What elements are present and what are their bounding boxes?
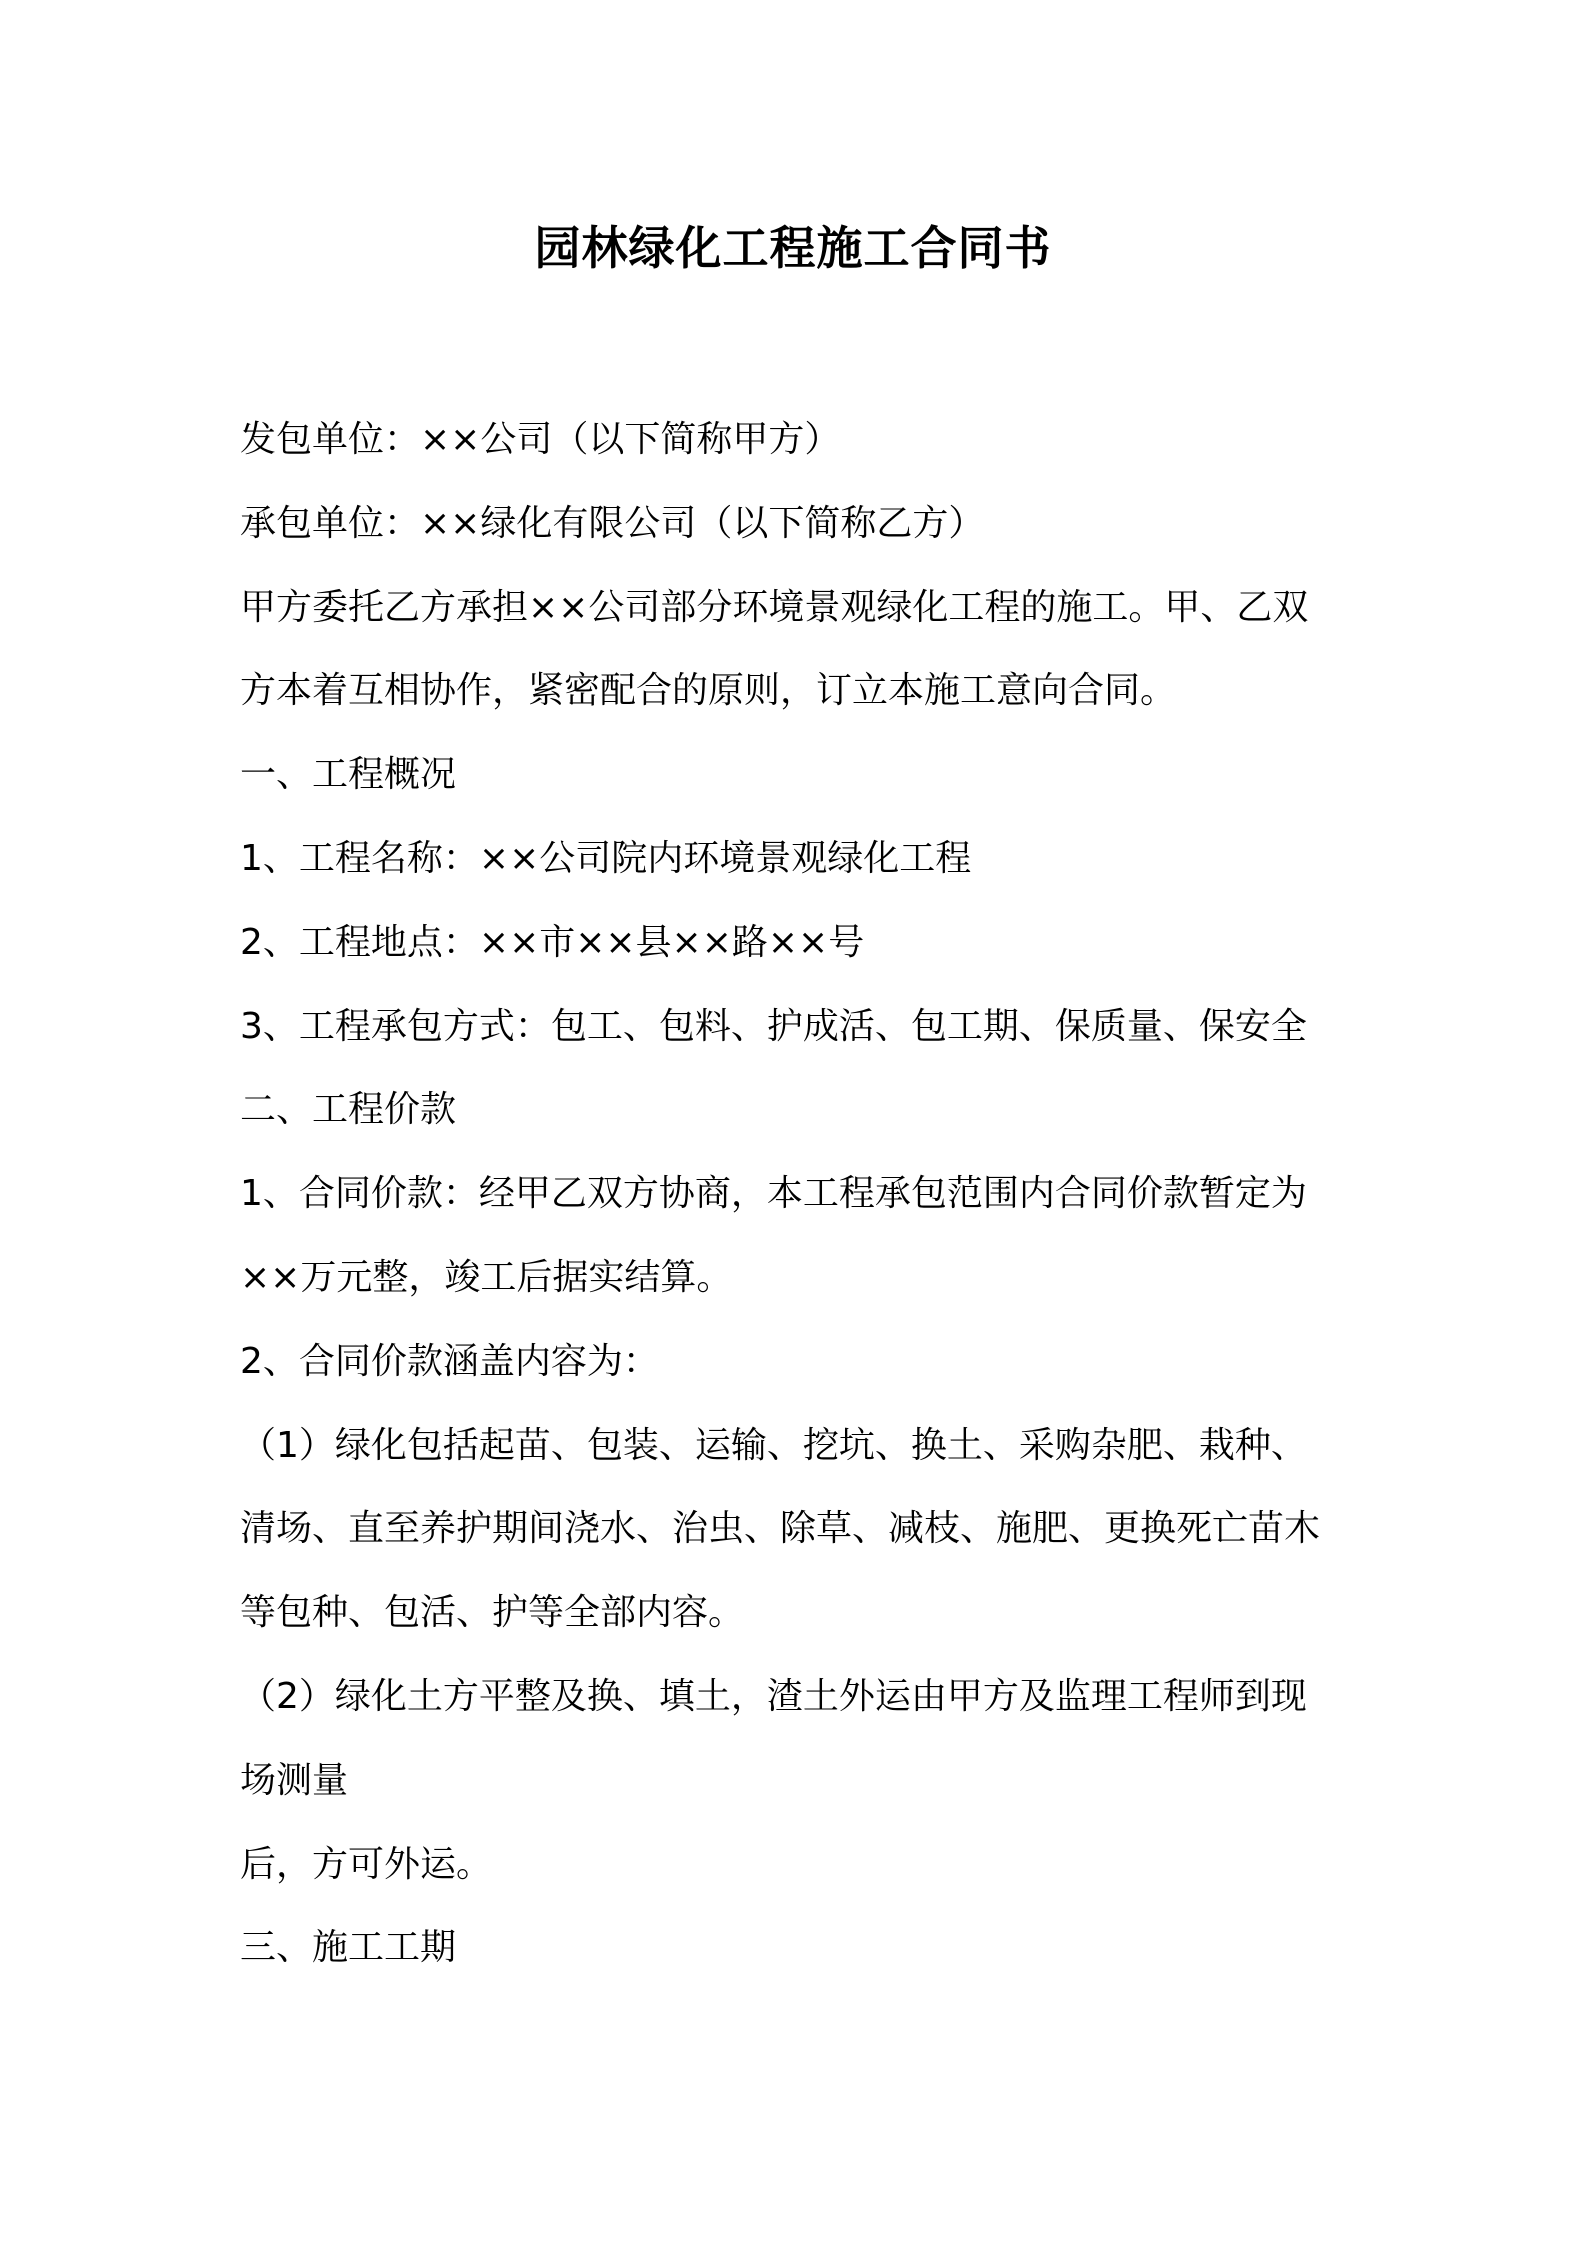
section-heading-schedule: 三、施工工期 xyxy=(240,1927,457,1969)
project-location-line: 2、工程地点：××市××县××路××号 xyxy=(240,921,865,963)
project-name-line: 1、工程名称：××公司院内环境景观绿化工程 xyxy=(240,837,972,879)
scope-item-1-line-1: （1）绿化包括起苗、包装、运输、挖坑、换土、采购杂肥、栽种、 xyxy=(240,1424,1307,1466)
party-a-line: 发包单位：××公司（以下简称甲方） xyxy=(240,419,841,460)
section-heading-price: 二、工程价款 xyxy=(240,1089,457,1131)
document-title: 园林绿化工程施工合同书 xyxy=(534,221,1052,275)
intro-line-1: 甲方委托乙方承担××公司部分环境景观绿化工程的施工。甲、乙双 xyxy=(240,586,1309,628)
section-heading-overview: 一、工程概况 xyxy=(240,754,457,796)
scope-item-1-line-2: 清场、直至养护期间浇水、治虫、除草、减枝、施肥、更换死亡苗木 xyxy=(240,1508,1321,1550)
scope-item-2-line-2: 场测量 xyxy=(240,1759,349,1801)
party-b-line: 承包单位：××绿化有限公司（以下简称乙方） xyxy=(240,502,985,544)
contract-price-line-1: 1、合同价款：经甲乙双方协商，本工程承包范围内合同价款暂定为 xyxy=(240,1173,1307,1215)
scope-item-2-line-3: 后，方可外运。 xyxy=(240,1843,493,1885)
document-body xyxy=(240,398,1360,1990)
price-scope-line: 2、合同价款涵盖内容为： xyxy=(240,1340,659,1382)
contract-method-line: 3、工程承包方式：包工、包料、护成活、包工期、保质量、保安全 xyxy=(240,1005,1307,1047)
scope-item-1-line-3: 等包种、包活、护等全部内容。 xyxy=(240,1592,745,1634)
scope-item-2-line-1: （2）绿化土方平整及换、填土，渣土外运由甲方及监理工程师到现 xyxy=(240,1675,1307,1717)
intro-line-2: 方本着互相协作，紧密配合的原则，订立本施工意向合同。 xyxy=(240,670,1177,712)
contract-price-line-2: ××万元整，竣工后据实结算。 xyxy=(240,1256,733,1298)
